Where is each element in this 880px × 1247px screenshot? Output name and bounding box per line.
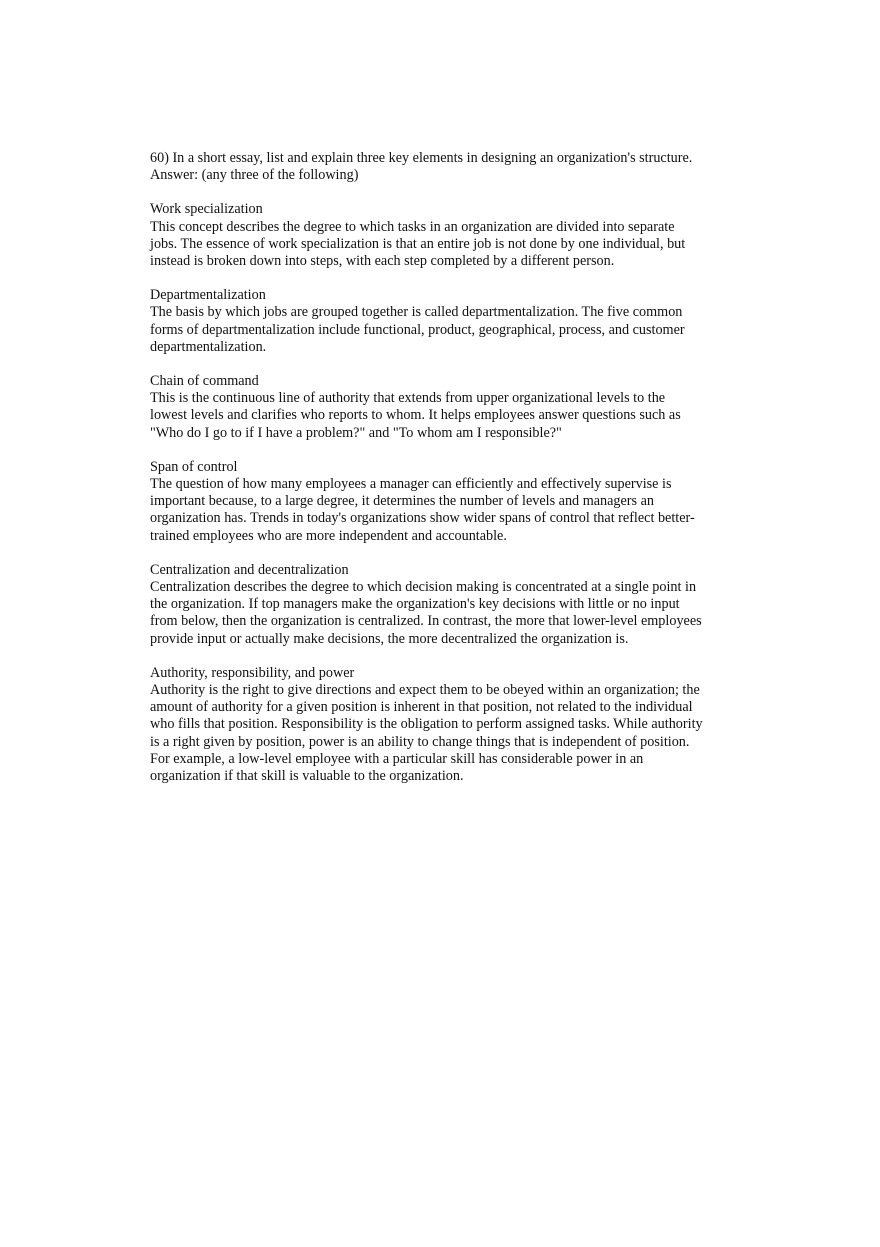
section-line: forms of departmentalization include functional, product, geographical, process, and customer <box>150 321 685 338</box>
section-line: trained employees who are more independent and accountable. <box>150 527 507 544</box>
section-line: organization has. Trends in today's organizations show wider spans of control that reflect better- <box>150 510 695 527</box>
section-line: organization if that skill is valuable to the organization. <box>150 768 464 785</box>
section-line: The basis by which jobs are grouped together is called departmentalization. The five common <box>150 304 683 321</box>
section-line: provide input or actually make decisions, the more decentralized the organization is. <box>150 630 629 647</box>
spacer <box>150 545 740 562</box>
spacer <box>150 270 740 287</box>
section-line: important because, to a large degree, it determines the number of levels and managers an <box>150 493 654 510</box>
section-departmentalization <box>150 287 740 356</box>
spacer <box>150 648 740 665</box>
section-title: Work specialization <box>150 201 263 218</box>
section-line: For example, a low-level employee with a particular skill has considerable power in an <box>150 750 644 767</box>
section-title: Departmentalization <box>150 287 266 304</box>
section-title: Centralization and decentralization <box>150 561 349 578</box>
section-line: departmentalization. <box>150 338 267 355</box>
section-line: lowest levels and clarifies who reports to whom. It helps employees answer questions such as <box>150 407 681 424</box>
section-title: Authority, responsibility, and power <box>150 664 355 681</box>
section-line: the organization. If top managers make the organization's key decisions with little or no input <box>150 596 680 613</box>
question-text: 60) In a short essay, list and explain three key elements in designing an organization's structure. <box>150 150 693 166</box>
section-line: who fills that position. Responsibility is the obligation to perform assigned tasks. While authority <box>150 716 703 733</box>
section-line: instead is broken down into steps, with each step completed by a different person. <box>150 253 615 270</box>
section-line: This is the continuous line of authority that extends from upper organizational levels to the <box>150 390 666 407</box>
section-line: This concept describes the degree to which tasks in an organization are divided into separate <box>150 218 675 235</box>
section-line: "Who do I go to if I have a problem?" and "To whom am I responsible?" <box>150 424 562 441</box>
section-span-of-control <box>150 459 740 545</box>
section-work-specialization <box>150 201 740 270</box>
section-line: is a right given by position, power is an ability to change things that is independent of position. <box>150 733 690 750</box>
answer-line: Answer: (any three of the following) <box>150 167 359 184</box>
section-authority <box>150 665 740 785</box>
section-centralization <box>150 562 740 648</box>
section-title: Chain of command <box>150 373 259 390</box>
spacer <box>150 442 740 459</box>
spacer <box>150 184 740 201</box>
section-line: from below, then the organization is centralized. In contrast, the more that lower-level employees <box>150 613 702 630</box>
section-line: amount of authority for a given position is inherent in that position, not related to the individual <box>150 699 693 716</box>
section-line: jobs. The essence of work specialization is that an entire job is not done by one individual, but <box>150 235 686 252</box>
section-chain-of-command <box>150 373 740 442</box>
section-line: Authority is the right to give directions and expect them to be obeyed within an organization; the <box>150 682 700 699</box>
section-line: Centralization describes the degree to which decision making is concentrated at a single point in <box>150 579 697 596</box>
document-page <box>150 150 740 785</box>
spacer <box>150 356 740 373</box>
section-line: The question of how many employees a manager can efficiently and effectively supervise is <box>150 476 672 493</box>
section-title: Span of control <box>150 458 238 475</box>
